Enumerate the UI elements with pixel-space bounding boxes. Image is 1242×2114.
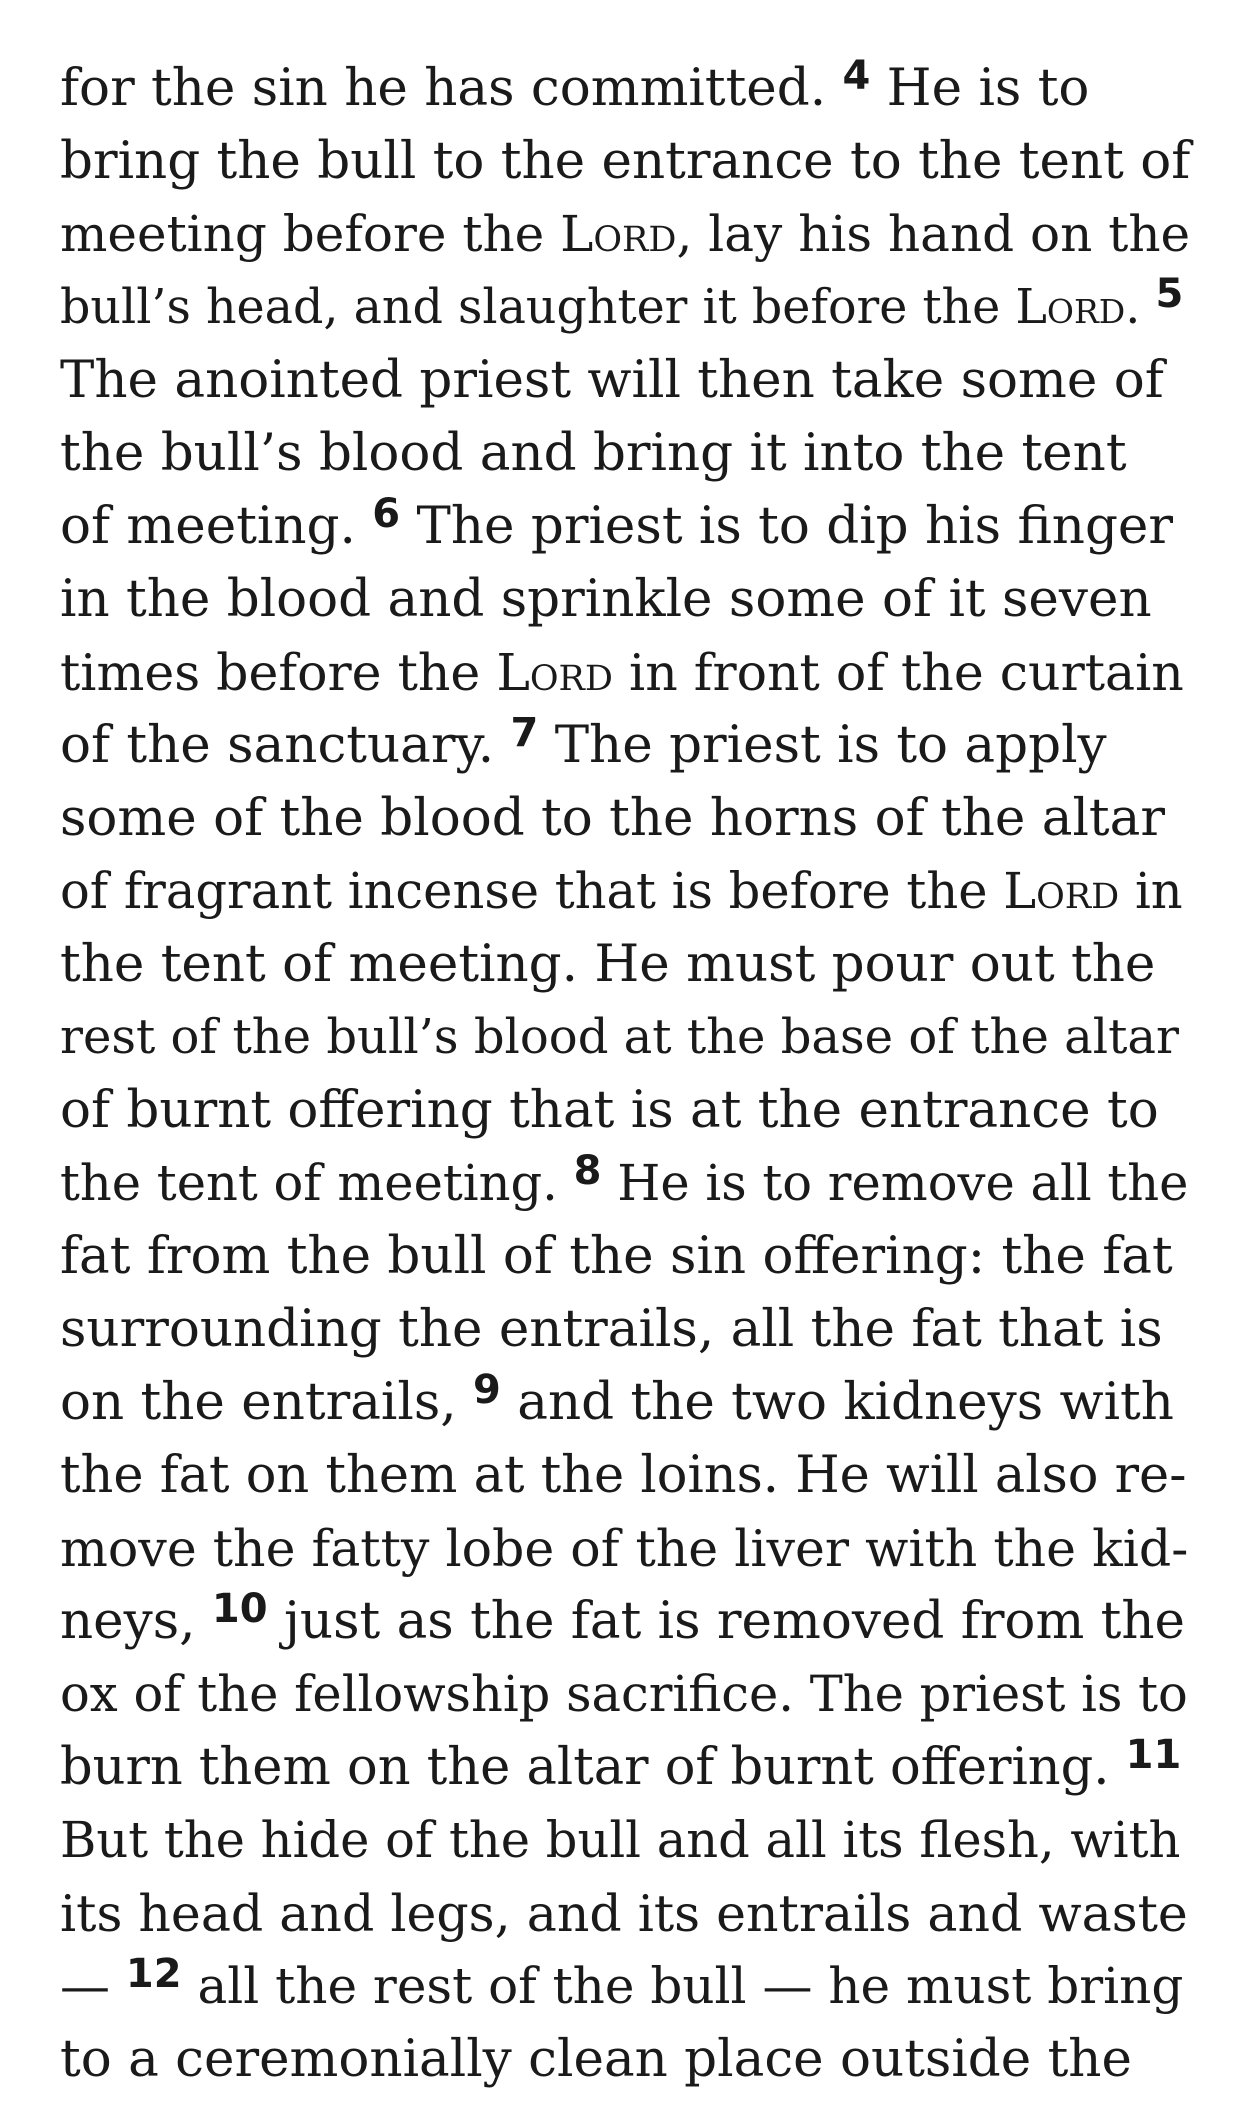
text-run: The priest is to dip his finger bbox=[400, 496, 1174, 556]
text-run: — bbox=[60, 1957, 126, 2015]
text-line bbox=[60, 52, 1190, 125]
text-line bbox=[60, 1293, 1190, 1366]
text-run: to a ceremonially clean place outside the bbox=[60, 2029, 1132, 2089]
verse-number: 6 bbox=[372, 491, 401, 537]
text-line bbox=[60, 1147, 1190, 1220]
text-run: on the entrails, bbox=[60, 1372, 474, 1432]
verse-number: 5 bbox=[1155, 271, 1184, 317]
text-line bbox=[60, 1804, 1190, 1877]
text-line bbox=[60, 1877, 1190, 1950]
text-run: , lay his hand on the bbox=[676, 205, 1191, 263]
text-run: times before the bbox=[60, 643, 497, 702]
text-run: for the sin he has committed. bbox=[60, 58, 843, 118]
text-line bbox=[60, 1439, 1190, 1512]
text-run: He is to remove all the bbox=[601, 1154, 1189, 1212]
divine-name: Lord bbox=[496, 643, 613, 702]
text-run: of the sanctuary. bbox=[60, 715, 511, 775]
text-line bbox=[60, 928, 1190, 1001]
text-run: all the rest of the bull — he must bring bbox=[181, 1957, 1184, 2015]
scripture-text bbox=[60, 52, 1190, 2096]
text-run: of burnt offering that is at the entrance to bbox=[60, 1080, 1159, 1140]
verse-number: 4 bbox=[842, 53, 871, 99]
text-line bbox=[60, 1220, 1190, 1293]
text-run: of fragrant incense that is before the bbox=[60, 862, 1004, 920]
text-run: of meeting. bbox=[60, 496, 373, 556]
text-line bbox=[60, 490, 1190, 563]
verse-number: 8 bbox=[573, 1148, 602, 1194]
text-run: bring the bull to the entrance to the tent of bbox=[60, 131, 1191, 191]
text-run: He is to bbox=[870, 58, 1090, 118]
divine-name: Lord bbox=[1003, 862, 1120, 920]
text-run: The priest is to apply bbox=[538, 715, 1107, 775]
text-line bbox=[60, 1950, 1190, 2023]
text-run: the fat on them at the loins. He will also re- bbox=[60, 1446, 1187, 1505]
text-line bbox=[60, 417, 1190, 490]
text-line bbox=[60, 1074, 1190, 1147]
verse-number: 7 bbox=[510, 710, 539, 756]
text-line bbox=[60, 1585, 1190, 1658]
text-line bbox=[60, 2023, 1190, 2096]
text-run: fat from the bull of the sin offering: the fat bbox=[60, 1226, 1173, 1286]
text-line bbox=[60, 125, 1190, 198]
text-run: just as the fat is removed from the bbox=[267, 1591, 1185, 1651]
text-run: neys, bbox=[60, 1591, 212, 1651]
text-run: and the two kidneys with bbox=[500, 1372, 1174, 1432]
text-run: The anointed priest will then take some of bbox=[60, 350, 1164, 410]
text-line bbox=[60, 198, 1190, 271]
text-run: the tent of meeting. bbox=[60, 1154, 574, 1212]
text-run: the tent of meeting. He must pour out the bbox=[60, 934, 1156, 994]
text-run: . bbox=[1125, 280, 1156, 335]
text-run: move the fatty lobe of the liver with the kid- bbox=[60, 1519, 1189, 1578]
text-line bbox=[60, 1731, 1190, 1804]
text-line bbox=[60, 344, 1190, 417]
text-line bbox=[60, 563, 1190, 636]
text-line bbox=[60, 1658, 1190, 1731]
text-run: surrounding the entrails, all the fat that is bbox=[60, 1299, 1163, 1359]
text-run: bull’s head, and slaughter it before the bbox=[60, 280, 1016, 335]
text-run: in bbox=[1119, 862, 1183, 920]
text-line bbox=[60, 1512, 1190, 1585]
text-run: But the hide of the bull and all its flesh, with bbox=[60, 1811, 1181, 1869]
text-run: in the blood and sprinkle some of it seven bbox=[60, 569, 1152, 629]
text-line bbox=[60, 636, 1190, 709]
verse-number: 10 bbox=[211, 1586, 268, 1632]
text-line bbox=[60, 1366, 1190, 1439]
divine-name: Lord bbox=[1015, 280, 1126, 335]
text-line bbox=[60, 1001, 1190, 1074]
text-line bbox=[60, 271, 1190, 344]
verse-number: 12 bbox=[125, 1951, 182, 1997]
text-line bbox=[60, 782, 1190, 855]
text-run: rest of the bull’s blood at the base of the altar bbox=[60, 1009, 1179, 1065]
text-run: ox of the fellowship sacrifice. The priest is to bbox=[60, 1665, 1188, 1723]
verse-number: 9 bbox=[473, 1367, 501, 1413]
text-run: some of the blood to the horns of the altar bbox=[60, 788, 1165, 848]
text-run: meeting before the bbox=[60, 205, 561, 263]
verse-number: 11 bbox=[1125, 1732, 1182, 1778]
divine-name: Lord bbox=[560, 205, 677, 263]
text-line bbox=[60, 709, 1190, 782]
text-run: burn them on the altar of burnt offering. bbox=[60, 1738, 1126, 1797]
text-run: the bull’s blood and bring it into the tent bbox=[60, 423, 1127, 483]
text-run: its head and legs, and its entrails and waste bbox=[60, 1884, 1188, 1943]
text-line bbox=[60, 855, 1190, 928]
text-run: in front of the curtain bbox=[612, 643, 1184, 702]
